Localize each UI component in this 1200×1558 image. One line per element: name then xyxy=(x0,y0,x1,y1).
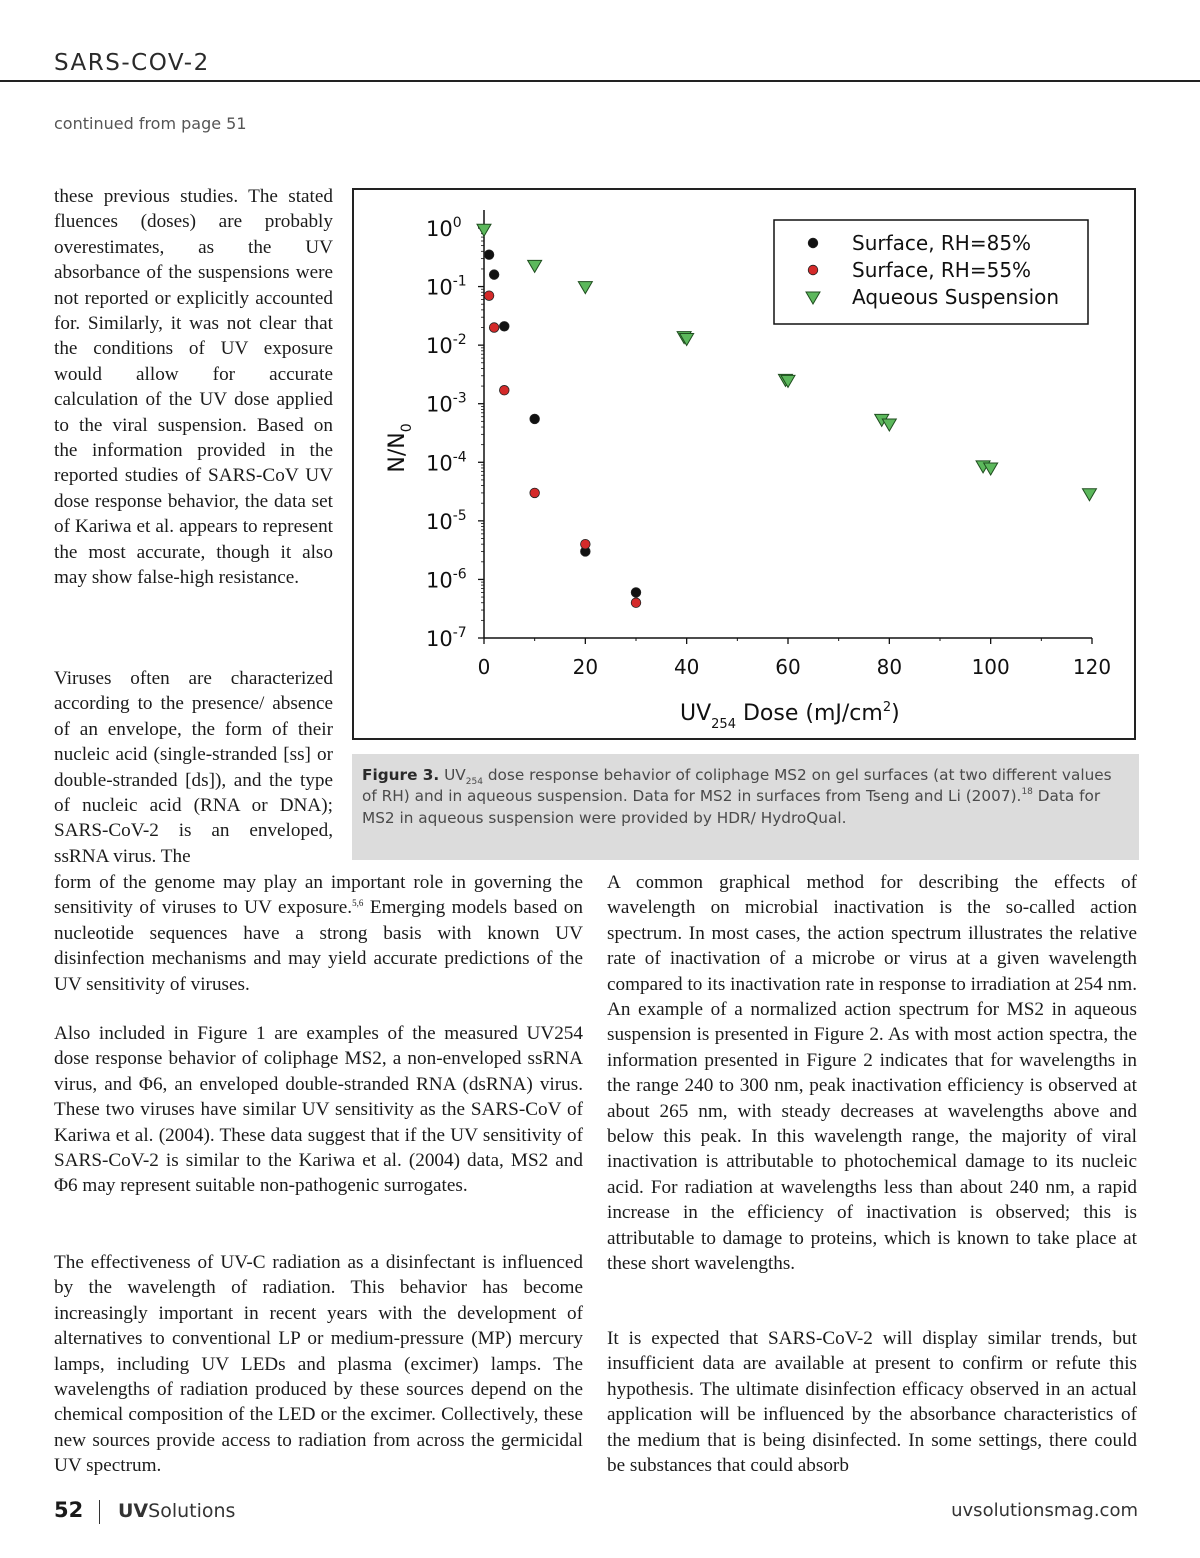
website: uvsolutionsmag.com xyxy=(951,1500,1138,1521)
x-tick-label: 100 xyxy=(971,655,1010,679)
data-point-series-1 xyxy=(484,291,494,301)
caption-ref: 18 xyxy=(1021,787,1033,798)
data-point-series-0 xyxy=(631,588,641,598)
x-tick-label: 40 xyxy=(673,655,700,679)
continued-note: continued from page 51 xyxy=(54,114,247,133)
data-point-series-1 xyxy=(631,598,641,608)
left-paragraph-2: Viruses often are characterized according to the presence/ absence of an envelope, the form of their nucleic acid (single-stranded [ss] or double-stranded [ds]), and the type of nucleic acid (RNA or DNA); SARS-CoV-2 is an enveloped, ssRNA virus. The xyxy=(54,668,333,867)
caption-body: dose response behavior of coliphage MS2 on gel surfaces (at two different values of RH) and in aqueous suspension. Data for MS2 in surfaces from Tseng and Li (2007). xyxy=(362,766,1112,806)
footer-separator xyxy=(99,1500,100,1524)
data-point-series-1 xyxy=(489,323,499,333)
x-axis-label: $UV_{254}$ Dose $(mJ/cm^2)$ xyxy=(680,700,900,732)
data-point-series-2 xyxy=(528,260,542,272)
y-tick-label: $10^{-5}$ xyxy=(426,507,467,534)
section-title: SARS-COV-2 xyxy=(54,50,210,76)
x-tick-label: 0 xyxy=(477,655,491,679)
left-paragraph-1: these previous studies. The stated fluences (doses) are probably overestimates, as the UV absorbance of the suspensions were not reported or explicitly accounted for. Similarly, it was not clear that the conditions of UV exposure would allow for accurate calculation of the UV dose applied to the viral suspension. Based on the information provided in the reported studies of SARS-CoV UV dose response behavior, the data set of Kariwa et al. appears to represent the most accurate, though it also may show false-high resistance. xyxy=(54,186,333,589)
data-point-series-0 xyxy=(484,250,494,260)
y-tick-label: $10^{-2}$ xyxy=(426,332,467,359)
data-point-series-2 xyxy=(477,224,491,236)
dose-response-chart xyxy=(354,190,1134,738)
legend-marker xyxy=(808,265,818,275)
y-tick-label: $10^0$ xyxy=(426,215,462,241)
brand-rest: Solutions xyxy=(148,1500,236,1522)
lower-left-paragraph-2: Also included in Figure 1 are examples of the measured UV254 dose response behavior of coliphage MS2, a non-enveloped ssRNA virus, and Φ6, an enveloped double-stranded RNA (dsRNA) virus. These two viruses have similar UV sensitivity as the SARS-CoV of Kariwa et al. (2004). These data suggest that if the UV sensitivity of SARS-CoV-2 is similar to the Kariwa et al. (2004) data, MS2 and Φ6 may represent suitable non-pathogenic surrogates. xyxy=(54,1023,583,1197)
figure-caption xyxy=(352,754,1139,860)
data-point-series-0 xyxy=(489,270,499,280)
caption-sub: 254 xyxy=(465,777,483,787)
data-point-series-1 xyxy=(581,539,591,549)
legend-marker xyxy=(808,238,818,248)
legend-label: Aqueous Suspension xyxy=(852,285,1060,309)
x-tick-label: 120 xyxy=(1072,655,1112,679)
brand-bold: UV xyxy=(118,1500,149,1522)
y-tick-label: $10^{-4}$ xyxy=(426,449,467,476)
lower-left-p1-ref: 5,6 xyxy=(352,898,364,909)
y-tick-label: $10^{-6}$ xyxy=(426,566,467,593)
x-tick-label: 80 xyxy=(876,655,903,679)
legend-label: Surface, RH=85% xyxy=(852,231,1032,255)
data-point-series-1 xyxy=(530,488,540,498)
caption-uv: UV xyxy=(439,766,466,784)
x-tick-label: 20 xyxy=(572,655,599,679)
lower-left-paragraph-1 xyxy=(54,870,583,997)
x-tick-label: 60 xyxy=(775,655,801,679)
data-point-series-2 xyxy=(1082,489,1096,501)
data-point-series-0 xyxy=(530,414,540,424)
data-point-series-0 xyxy=(499,321,509,331)
brand-name xyxy=(118,1500,235,1522)
legend-label: Surface, RH=55% xyxy=(852,258,1032,282)
page-number: 52 xyxy=(54,1498,84,1522)
y-tick-label: $10^{-7}$ xyxy=(426,625,467,651)
lower-left-p1-end: Emerging models based on nucleotide sequences have a strong basis with known UV disinfection mechanisms and may yield accurate predictions of the UV sensitivity of viruses. xyxy=(54,897,583,995)
y-axis-label: $N/N_0$ xyxy=(385,423,415,473)
y-tick-label: $10^{-3}$ xyxy=(426,390,467,417)
lower-left-p1-start: form of the genome may play an important role in governing the sensitivity of viruses to UV exposure. xyxy=(54,872,583,919)
figure-chart xyxy=(352,188,1136,740)
lower-left-paragraph-3: The effectiveness of UV-C radiation as a disinfectant is influenced by the wavelength of radiation. This behavior has become increasingly important in recent years with the development of alternatives to conventional LP or medium-pressure (MP) mercury lamps, including UV LEDs and plasma (excimer) lamps. The wavelengths of radiation produced by these sources depend on the chemical composition of the LED or the excimer. Collectively, these new sources provide access to radiation from across the germicidal UV spectrum. xyxy=(54,1252,583,1477)
caption-end: Data for MS2 in aqueous suspension were provided by HDR/ HydroQual. xyxy=(362,787,1101,827)
right-paragraph-2: It is expected that SARS-CoV-2 will display similar trends, but insufficient data are available at present to confirm or refute this hypothesis. The ultimate disinfection efficacy observed in an actual application will be influenced by the absorbance characteristics of the medium that is being disinfected. In some settings, there could be substances that could absorb xyxy=(607,1328,1137,1477)
data-point-series-2 xyxy=(578,282,592,294)
data-point-series-2 xyxy=(882,419,896,431)
header-rule xyxy=(0,80,1200,82)
y-tick-label: $10^{-1}$ xyxy=(426,273,467,300)
right-paragraph-1: A common graphical method for describing the effects of wavelength on microbial inactivation is the so-called action spectrum. In most cases, the action spectrum illustrates the relative rate of inactivation of a microbe or virus at a given wavelength compared to its inactivation rate in response to irradiation at 254 nm. An example of a normalized action spectrum for MS2 in aqueous suspension is presented in Figure 2. As with most action spectra, the information presented in Figure 2 indicates that for wavelengths in the range 240 to 300 nm, peak inactivation efficiency is observed at about 265 nm, with steady decreases at wavelengths above and below this peak. In this wavelength range, the majority of viral inactivation is attributable to photochemical damage to its nucleic acid. For radiation at wavelengths less than about 240 nm, a rapid increase in the efficiency of inactivation is observed; this is attributable to damage to proteins, which is known to take place at these short wavelengths. xyxy=(607,872,1137,1275)
data-point-series-1 xyxy=(499,385,509,395)
caption-label: Figure 3. xyxy=(362,766,440,784)
